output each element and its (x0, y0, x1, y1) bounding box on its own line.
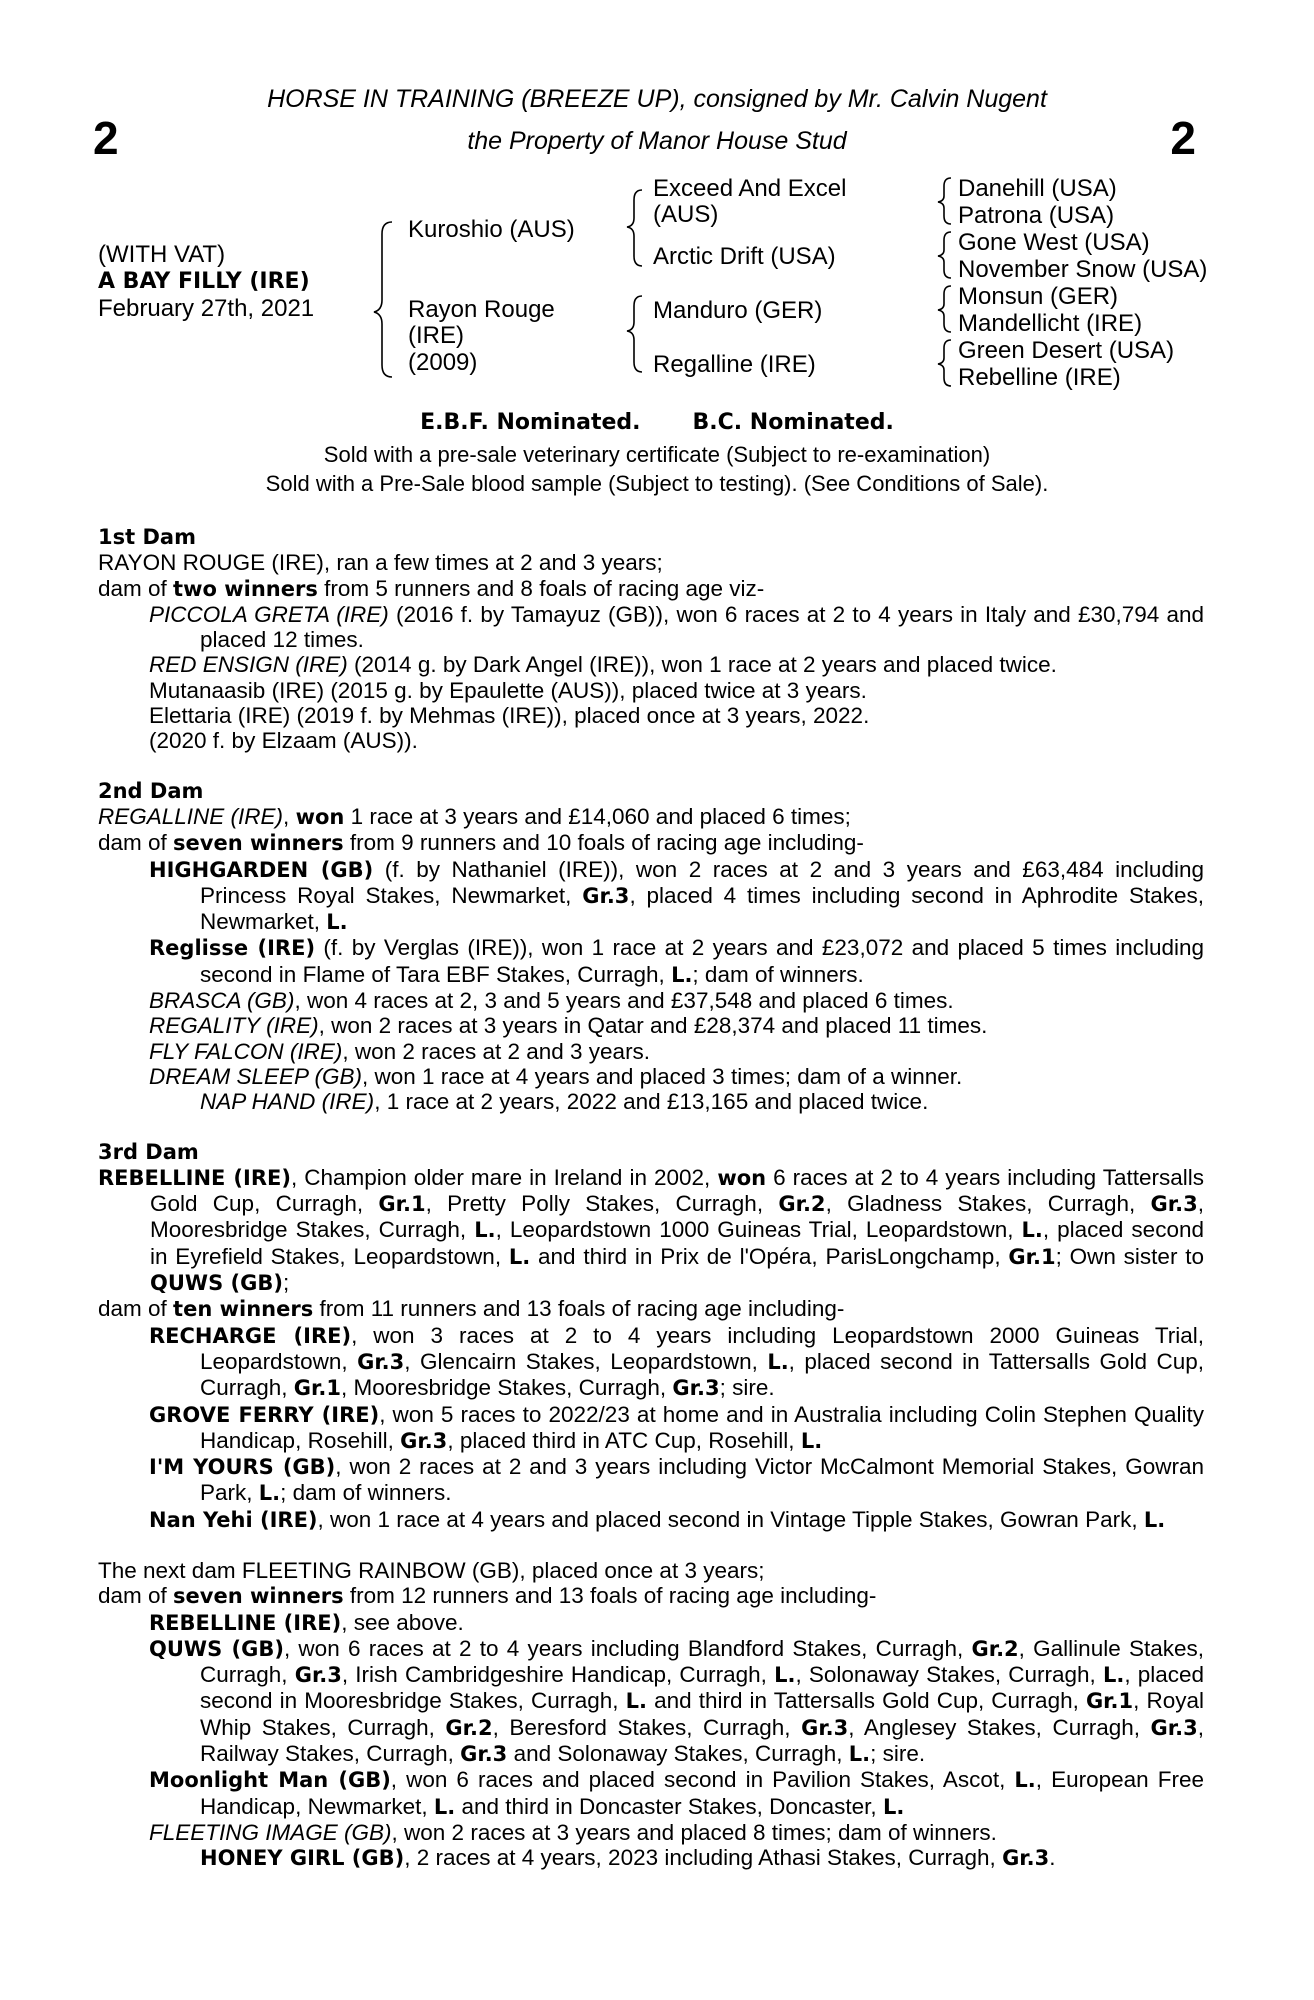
progeny-entry: PICCOLA GRETA (IRE) (2016 f. by Tamayuz (GB)), won 6 races at 2 to 4 years in Italy and £30,794 and placed 12 times. (149, 601, 1204, 653)
sire-name: Kuroshio (AUS) (408, 216, 575, 243)
ebf-nomination: E.B.F. Nominated. (420, 410, 641, 435)
gen4-6: Mandellicht (IRE) (958, 310, 1143, 337)
second-dam-section (98, 779, 1204, 1115)
sire-sire-line2: (AUS) (653, 201, 719, 228)
catalogue-body (98, 525, 1204, 1872)
dam-sire: Manduro (GER) (653, 297, 823, 324)
lot-number-right: 2 (1170, 112, 1196, 164)
first-dam-dam-of: dam of two winners from 5 runners and 8 foals of racing age viz- (98, 575, 765, 601)
gen4-brace-2 (938, 232, 951, 278)
second-dam-heading: 2nd Dam (98, 778, 204, 803)
dam-brace (627, 296, 642, 372)
progeny-entry: QUWS (GB), won 6 races at 2 to 4 years including Blandford Stakes, Curragh, Gr.2, Gallinule Stakes, Curragh, Gr.3, Irish Cambridgeshire Handicap, Curragh, L., Solonaway Stakes, Curragh, L., placed second in Mooresbridge Stakes, Curragh, L. and third in Tattersalls Gold Cup, Curragh, Gr.1, Royal Whip Stakes, Curragh, Gr.2, Beresford Stakes, Curragh, Gr.3, Anglesey Stakes, Curragh, Gr.3, Railway Stakes, Curragh, Gr.3 and Solonaway Stakes, Curragh, L.; sire. (149, 1635, 1205, 1767)
gen4-brace-3 (938, 286, 951, 332)
first-dam-section (98, 525, 1204, 754)
vet-certificate-note: Sold with a pre-sale veterinary certificate (Subject to re-examination) (323, 442, 991, 467)
grandprogeny-entry: HONEY GIRL (GB), 2 races at 4 years, 2023 including Athasi Stakes, Curragh, Gr.3. (200, 1845, 1056, 1871)
progeny-entry: Mutanaasib (IRE) (2015 g. by Epaulette (AUS)), placed twice at 3 years. (149, 677, 867, 703)
gen4-8: Rebelline (IRE) (958, 364, 1121, 391)
progeny-entry: BRASCA (GB), won 4 races at 2, 3 and 5 years and £37,548 and placed 6 times. (149, 988, 954, 1014)
next-dam-line: The next dam FLEETING RAINBOW (GB), placed once at 3 years; (98, 1557, 765, 1583)
progeny-entry: (2020 f. by Elzaam (AUS)). (149, 728, 418, 754)
first-dam-line: RAYON ROUGE (IRE), ran a few times at 2 and 3 years; (98, 550, 663, 576)
grandprogeny-entry: NAP HAND (IRE), 1 race at 2 years, 2022 and £13,165 and placed twice. (200, 1089, 929, 1115)
vat-label: (WITH VAT) (98, 241, 226, 268)
third-dam-section (98, 1140, 1204, 1533)
progeny-entry: FLY FALCON (IRE), won 2 races at 2 and 3 years. (149, 1038, 651, 1064)
progeny-entry: DREAM SLEEP (GB), won 1 race at 4 years and placed 3 times; dam of a winner. (149, 1063, 963, 1089)
gen4-3: Gone West (USA) (958, 229, 1150, 256)
progeny-entry: RECHARGE (IRE), won 3 races at 2 to 4 years including Leopardstown 2000 Guineas Trial, Leopardstown, Gr.3, Glencairn Stakes, Leopardstown, L., placed second in Tattersalls Gold Cup, Curragh, Gr.1, Mooresbridge Stakes, Curragh, Gr.3; sire. (149, 1322, 1204, 1401)
dam-dam: Regalline (IRE) (653, 351, 816, 378)
dam-name-line1: Rayon Rouge (408, 296, 555, 323)
gen4-brace-4 (938, 340, 951, 386)
sire-brace (627, 190, 642, 266)
progeny-entry: FLEETING IMAGE (GB), won 2 races at 3 years and placed 8 times; dam of winners. (149, 1819, 997, 1845)
progeny-entry: RED ENSIGN (IRE) (2014 g. by Dark Angel (IRE)), won 1 race at 2 years and placed twice. (149, 652, 1057, 678)
progeny-entry: Reglisse (IRE) (f. by Verglas (IRE)), won 1 race at 2 years and £23,072 and placed 5 times including second in Flame of Tara EBF Stakes, Curragh, L.; dam of winners. (149, 935, 1205, 987)
gen4-2: Patrona (USA) (958, 202, 1115, 229)
third-dam-line: REBELLINE (IRE), Champion older mare in Ireland in 2002, won 6 races at 2 to 4 years including Tattersalls Gold Cup, Curragh, Gr.1, Pretty Polly Stakes, Curragh, Gr.2, Gladness Stakes, Curragh, Gr.3, Mooresbridge Stakes, Curragh, L., Leopardstown 1000 Guineas Trial, Leopardstown, L., placed second in Eyrefield Stakes, Leopardstown, L. and third in Prix de l'Opéra, ParisLongchamp, Gr.1; Own sister to QUWS (GB); (98, 1164, 1205, 1296)
sire-sire-line1: Exceed And Excel (653, 175, 847, 202)
progeny-entry: REBELLINE (IRE), see above. (149, 1609, 464, 1635)
next-dam-dam-of: dam of seven winners from 12 runners and 13 foals of racing age including- (98, 1583, 877, 1609)
subject-brace (374, 222, 392, 377)
third-dam-dam-of: dam of ten winners from 11 runners and 13 foals of racing age including- (98, 1296, 845, 1322)
first-dam-heading: 1st Dam (98, 525, 196, 549)
dam-name-line3: (2009) (408, 349, 478, 376)
gen4-5: Monsun (GER) (958, 283, 1119, 310)
dam-name-line2: (IRE) (408, 322, 464, 349)
nominations (0, 409, 1314, 437)
blood-sample-note: Sold with a Pre-Sale blood sample (Subject to testing). (See Conditions of Sale). (265, 471, 1049, 496)
second-dam-line: REGALLINE (IRE), won 1 race at 3 years and £14,060 and placed 6 times; (98, 803, 851, 829)
progeny-entry: Elettaria (IRE) (2019 f. by Mehmas (IRE)), placed once at 3 years, 2022. (149, 703, 870, 729)
progeny-entry: HIGHGARDEN (GB) (f. by Nathaniel (IRE)), won 2 races at 2 and 3 years and £63,484 including Princess Royal Stakes, Newmarket, Gr.3, placed 4 times including second in Aphrodite Stakes, Newmarket, L. (149, 856, 1204, 935)
gen4-brace-1 (938, 178, 951, 224)
bc-nomination: B.C. Nominated. (692, 410, 894, 435)
gen4-4: November Snow (USA) (958, 256, 1208, 283)
gen4-1: Danehill (USA) (958, 175, 1117, 202)
consignor-line: HORSE IN TRAINING (BREEZE UP), consigned by Mr. Calvin Nugent (267, 85, 1047, 113)
progeny-entry: Moonlight Man (GB), won 6 races and placed second in Pavilion Stakes, Ascot, L., European Free Handicap, Newmarket, L. and third in Doncaster Stakes, Doncaster, L. (149, 1767, 1204, 1819)
gen4-7: Green Desert (USA) (958, 337, 1175, 364)
sire-dam: Arctic Drift (USA) (653, 243, 836, 270)
progeny-entry: I'M YOURS (GB), won 2 races at 2 and 3 years including Victor McCalmont Memorial Stakes, Gowran Park, L.; dam of winners. (149, 1454, 1204, 1506)
progeny-entry: REGALITY (IRE), won 2 races at 3 years in Qatar and £28,374 and placed 11 times. (149, 1013, 988, 1039)
progeny-entry: GROVE FERRY (IRE), won 5 races to 2022/23 at home and in Australia including Colin Stephen Quality Handicap, Rosehill, Gr.3, placed third in ATC Cup, Rosehill, L. (149, 1401, 1205, 1453)
next-dam-section (98, 1558, 1204, 1872)
third-dam-heading: 3rd Dam (98, 1139, 199, 1164)
progeny-entry: Nan Yehi (IRE), won 1 race at 4 years and placed second in Vintage Tipple Stakes, Gowran Park, L. (149, 1506, 1166, 1532)
second-dam-dam-of: dam of seven winners from 9 runners and 10 foals of racing age including- (98, 830, 864, 856)
property-line: the Property of Manor House Stud (467, 127, 847, 155)
horse-name: A BAY FILLY (IRE) (98, 269, 310, 294)
lot-number-left: 2 (93, 112, 119, 164)
foaling-date: February 27th, 2021 (98, 295, 315, 322)
